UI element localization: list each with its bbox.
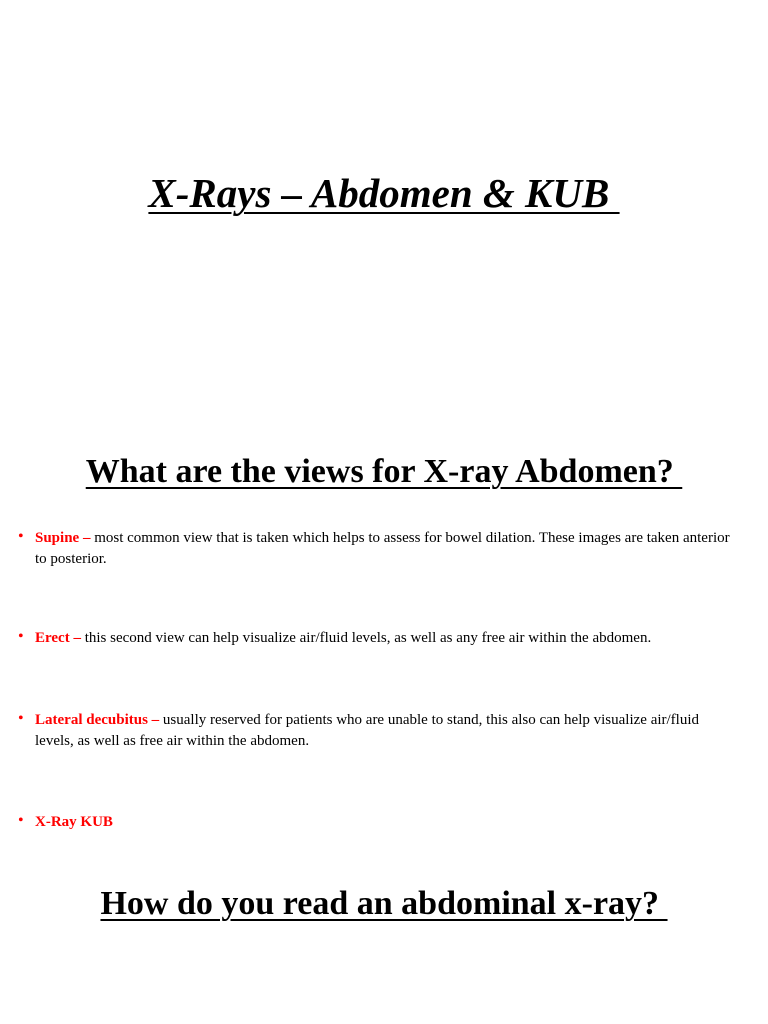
- list-item-term: Erect –: [35, 630, 81, 646]
- bullet-icon: •: [18, 528, 24, 545]
- document-title-text: X-Rays – Abdomen & KUB: [148, 170, 620, 216]
- list-item-description: this second view can help visualize air/fluid levels, as well as any free air within the abdomen.: [80, 630, 652, 646]
- list-item-text: [35, 528, 738, 570]
- list-item-text: [35, 710, 738, 752]
- list-item: [18, 628, 738, 649]
- list-item-term: Lateral decubitus –: [35, 712, 160, 728]
- bullet-icon: •: [18, 812, 24, 829]
- list-item-description: usually reserved for patients who are unable to stand, this also can help visualize air/fluid levels, as well as free air within the abdomen.: [35, 712, 700, 749]
- list-item-term: Supine –: [35, 530, 91, 546]
- list-item-text: [35, 812, 738, 833]
- section-heading-views-text: What are the views for X-ray Abdomen?: [85, 453, 683, 490]
- section-heading-reading: [0, 883, 768, 925]
- list-item: [18, 528, 738, 570]
- section-heading-views: [0, 451, 768, 493]
- list-item-term: X-Ray KUB: [35, 814, 113, 830]
- list-item-description: most common view that is taken which helps to assess for bowel dilation. These images are taken anterior to posterior.: [35, 530, 730, 567]
- list-item-text: [35, 628, 738, 649]
- list-item: [18, 812, 738, 833]
- document-title: [0, 168, 768, 218]
- section-heading-reading-text: How do you read an abdominal x-ray?: [100, 885, 668, 922]
- bullet-icon: •: [18, 710, 24, 727]
- list-item: [18, 710, 738, 752]
- bullet-icon: •: [18, 628, 24, 645]
